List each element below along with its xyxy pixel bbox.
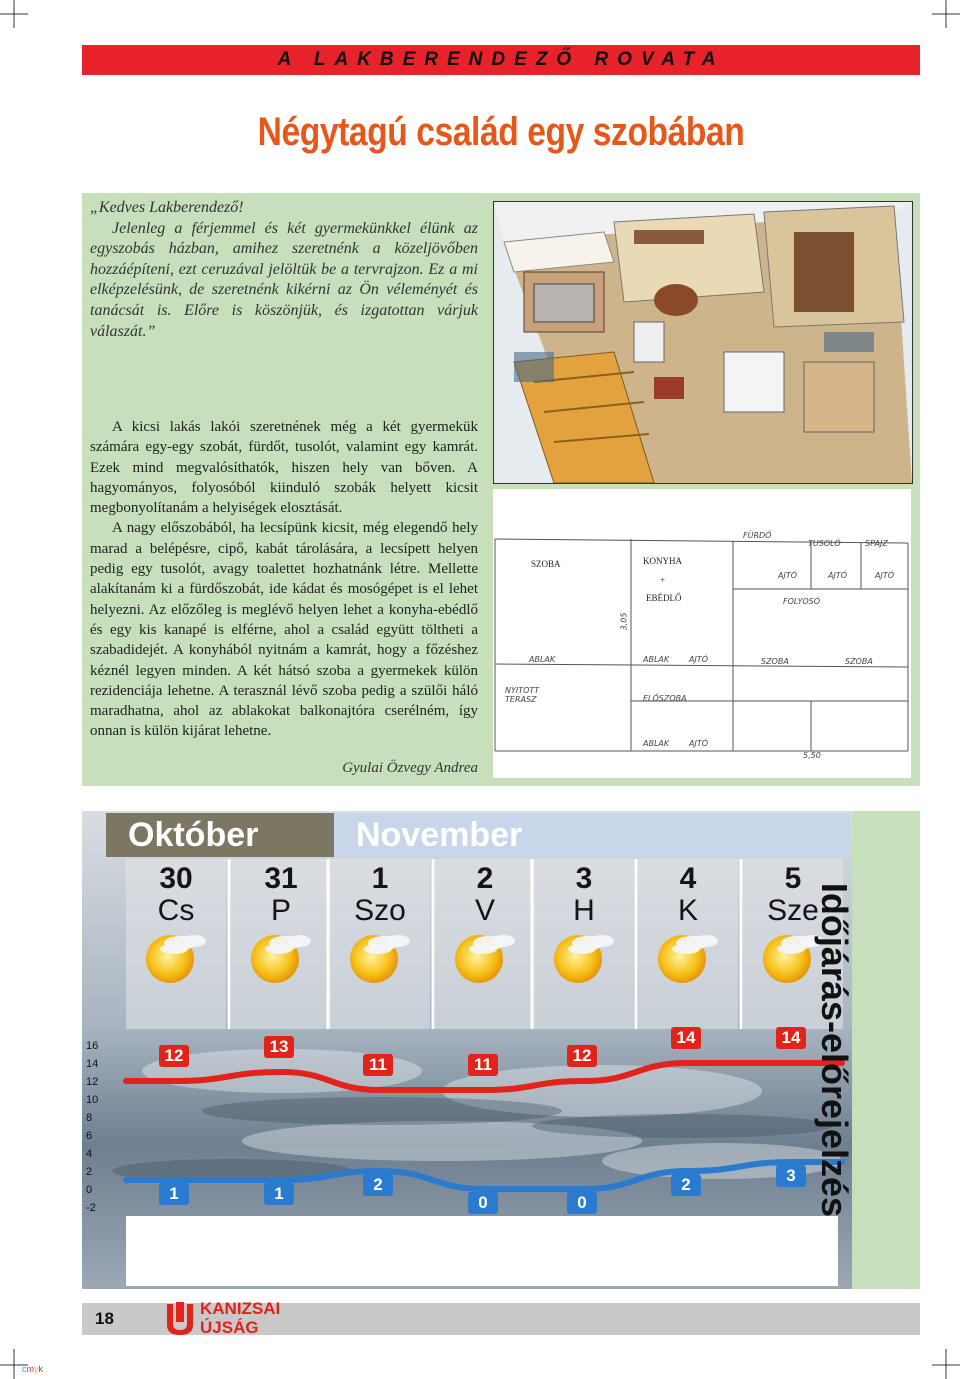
floor-plan [493,489,911,778]
y-tick-label: 10 [86,1094,99,1106]
newspaper-logo-text [200,1299,300,1337]
plan-label-room: SZOBA [531,559,561,569]
plan-hw-door-4: AJTÓ [689,655,709,664]
day-column [330,863,430,927]
article-body [90,417,478,742]
day-column [126,863,226,927]
cmyk-k: k [38,1364,43,1374]
min-temp-label: 3 [776,1165,806,1187]
article-signature: Gyulai Özvegy Andrea [342,760,478,776]
day-name: V [474,894,495,927]
plan-label-plus: + [660,575,666,585]
body-paragraph-1: A kicsi lakás lakói szeretnének még a két gyermekük számára egy-egy szobát, fürdőt, tusolót, valamint egy kamrát. Ezek mind megvalósíthatók, hiszen hely van bőven. A hagyományos, folyosóból kiinduló szobák helyett kicsit megbonyolítanám a helyiségek elosztását. [90,419,478,517]
day-name: H [573,894,595,927]
day-number: 31 [264,862,298,895]
y-tick-label: 12 [86,1076,99,1088]
y-tick-label: 8 [86,1112,93,1124]
day-column [638,863,738,927]
day-number: 1 [371,862,389,895]
cmyk-registration [22,1364,43,1374]
letter-salutation: „Kedves Lakberendező! [90,199,244,216]
max-temp-label: 14 [776,1027,806,1049]
y-tick-label: 2 [86,1166,93,1178]
logo-line-2: ÚJSÁG [200,1318,259,1337]
month-label-november: November [334,813,850,857]
plan-hw-dim-height: 3,05 [619,612,629,631]
plan-hw-shower: TUSOLÓ [808,539,841,548]
min-temp-label: 0 [468,1192,498,1214]
day-number: 30 [159,862,193,895]
plan-hw-dim-width: 5,50 [803,751,821,760]
max-temp-label: 13 [264,1036,294,1058]
section-banner [82,45,920,75]
page-number: 18 [95,1309,114,1328]
day-name: Szo [354,894,406,927]
plan-hw-terrace: NYITOTT TERASZ [505,686,540,704]
y-tick-label: 14 [86,1058,99,1070]
weather-forecast [82,811,920,1289]
logo-line-1: KANIZSAI [200,1299,281,1318]
max-temp-label: 12 [159,1045,189,1067]
letter-body: Jelenleg a férjemmel és két gyermekünkkel élünk az egyszobás házban, amihez szeretnénk a közeljövőben hozzáépíteni, ezt ceruzával jelöltük be a tervrajzon. Ez a mi elképzelésünk, de szeretnénk kikérni az Ön véleményét és tanácsát is. Előre is köszönjük, és izgatottan várjuk válaszát.” [90,219,478,340]
newspaper-logo-icon [164,1300,196,1336]
plan-hw-room-1: SZOBA [761,657,789,666]
cmyk-y: y [34,1364,39,1374]
day-number: 3 [575,862,593,895]
plan-hw-door-2: AJTÓ [828,571,848,580]
y-tick-label: 16 [86,1040,99,1052]
plan-hw-corridor: FOLYOSÓ [783,597,821,606]
day-name: Cs [157,894,195,927]
y-tick-label: 4 [86,1148,93,1160]
month-label-october: Október [106,813,354,857]
crop-mark-top-left [0,0,30,30]
max-temp-label: 12 [567,1045,597,1067]
day-number: 5 [784,862,802,895]
min-temp-label: 1 [159,1183,189,1205]
plan-label-kitchen: KONYHA [643,556,682,566]
article-title: Négytagú család egy szobában [257,110,745,154]
apartment-3d-render [493,201,913,484]
max-temp-label: 11 [363,1054,393,1076]
weather-panel [82,811,852,1289]
plan-label-dining: EBÉDLŐ [646,593,682,603]
plan-hw-window-2: ABLAK [643,655,670,664]
plan-hw-window-3: ABLAK [643,739,670,748]
plan-hw-room-2: SZOBA [845,657,873,666]
day-column [534,863,634,927]
day-column [231,863,331,927]
plan-hw-window-1: ABLAK [529,655,556,664]
weather-side-title: Időjárás-előrejelzés [814,882,855,1218]
plan-hw-pantry: SPAJZ [865,539,888,548]
plan-hw-bathroom: FÜRDŐ [743,531,772,540]
day-name: Sze [767,894,819,927]
forecast-footer-band [126,1216,838,1286]
min-temp-label: 0 [567,1192,597,1214]
cmyk-m: m [26,1364,34,1374]
day-column [435,863,535,927]
cmyk-c: c [22,1364,27,1374]
plan-hw-door-1: AJTÓ [778,571,798,580]
min-temp-label: 1 [264,1183,294,1205]
y-tick-label: -2 [86,1202,96,1214]
day-number: 2 [476,862,494,895]
day-name: P [270,894,291,927]
min-temp-label: 2 [363,1174,393,1196]
section-banner-text: A LAKBERENDEZŐ ROVATA [277,49,725,70]
max-temp-label: 14 [671,1027,701,1049]
y-tick-label: 6 [86,1130,93,1142]
crop-mark-bottom-right [932,1349,960,1379]
min-temp-label: 2 [671,1174,701,1196]
weather-side-panel [852,811,920,1289]
y-tick-label: 0 [86,1184,93,1196]
max-temp-label: 11 [468,1054,498,1076]
plan-hw-door-3: AJTÓ [875,571,895,580]
reader-letter [90,198,478,342]
plan-hw-door-5: AJTÓ [689,739,709,748]
plan-hw-entrance: ELŐSZOBA [643,694,687,703]
body-paragraph-2: A nagy előszobából, ha lecsípünk kicsit, még elegendő hely marad a belépésre, cipő, kabát tárolására, a lecsípett helyen pedig egy tusolót, avagy toalettet hozhatnánk létre. Mellette alakítanám ki a fürdőszobát, ide kádat és mosógépet is el lehet helyezni. Az előzőleg is meglévő helyen lehet a konyha-ebédlő és egy kis kanapé is elférne, ahol a család együtt töltheti a szabadidejét. A konyhából nyitnám a kamrát, hogy a főzéshez kéznél legyen minden. A két hátsó szoba a gyermekek külön rezidenciája lehetne. A terasznál lévő szoba pedig a szülői háló maradhatna, ahol az ablakokat balkonajtóra cserélném, így onnan is külön kijárat lehetne. [90,520,478,740]
crop-mark-top-right [932,0,960,30]
day-name: K [677,894,698,927]
day-number: 4 [679,862,697,895]
